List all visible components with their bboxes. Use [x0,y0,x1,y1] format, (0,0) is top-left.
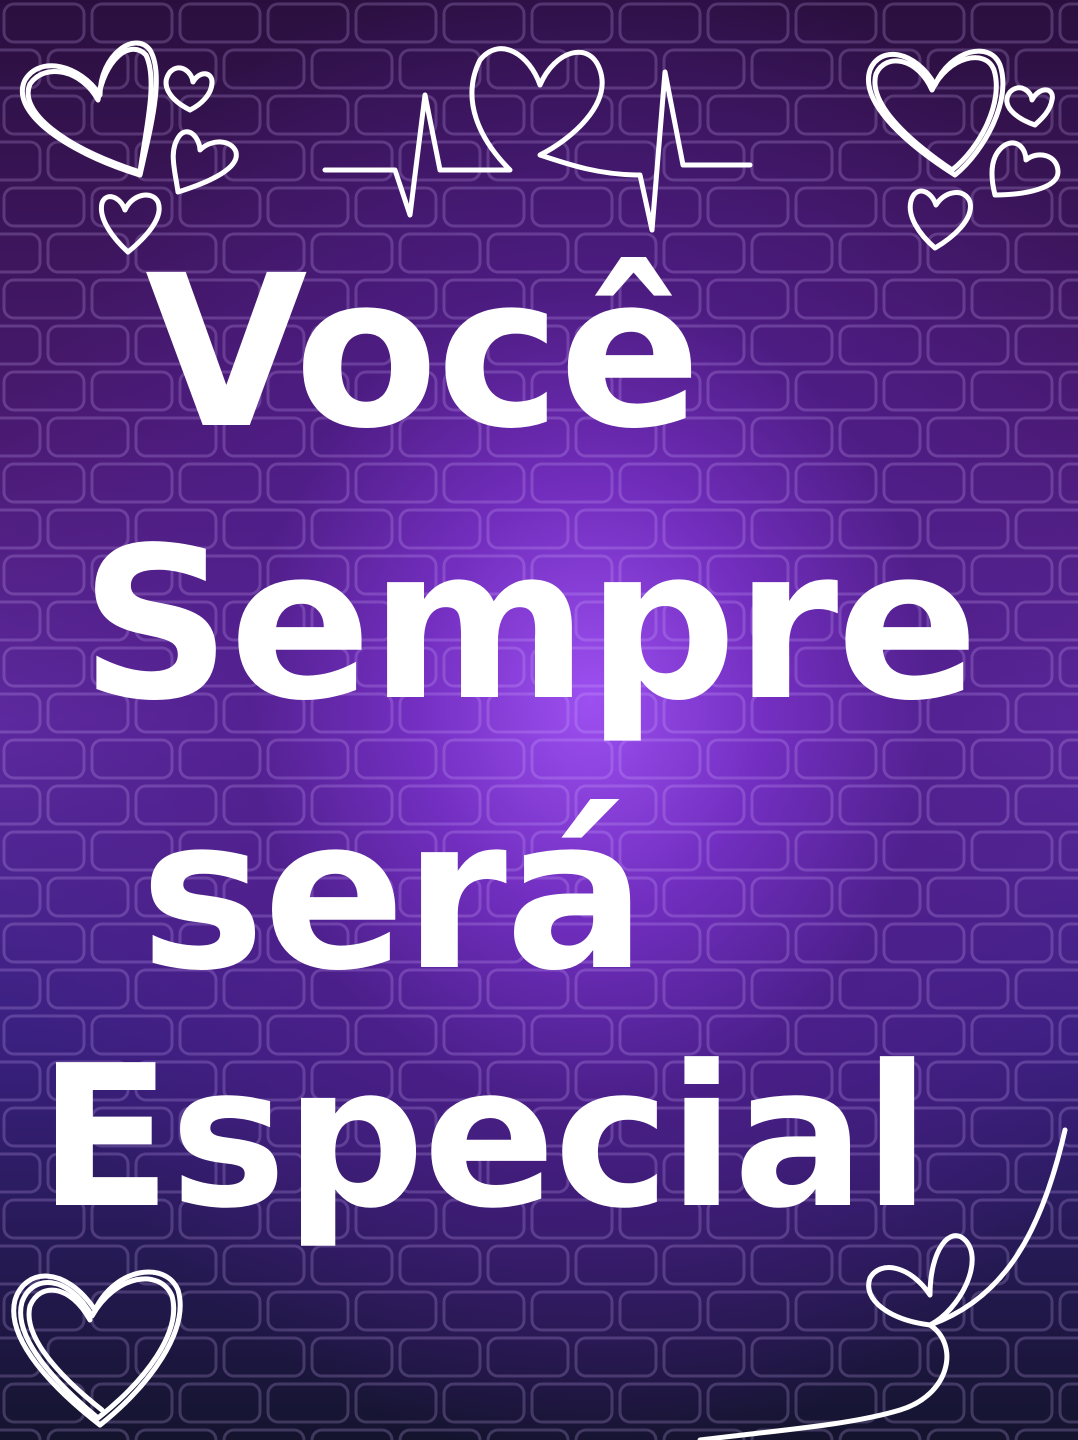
headline-line-1: Você [145,230,700,475]
headline-line-2: Sempre [80,502,977,747]
heart-outline-icon [14,1272,180,1425]
headline-line-4: Especial [38,1024,929,1252]
heart-cluster-icon [868,51,1058,248]
headline-line-3: será [140,772,645,1017]
heartbeat-line-icon [325,49,750,230]
heart-cluster-icon [22,43,236,252]
